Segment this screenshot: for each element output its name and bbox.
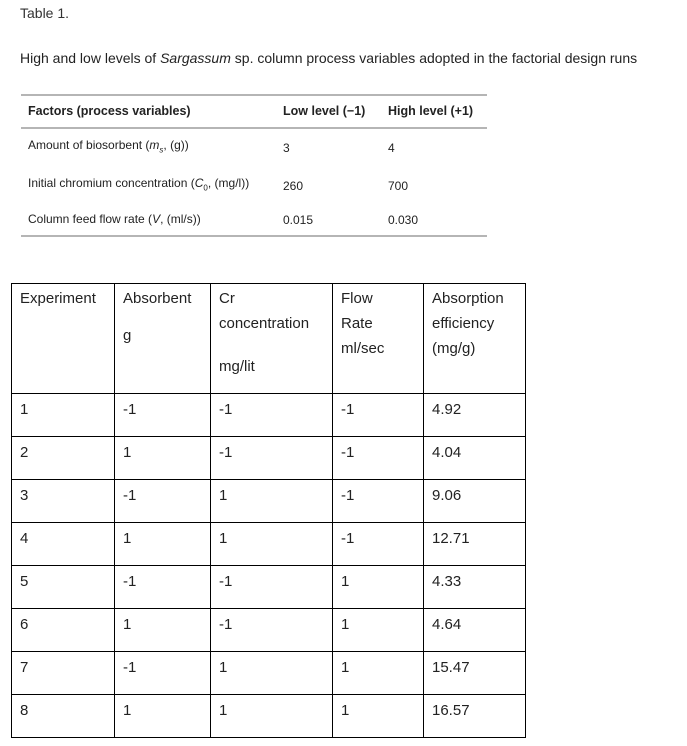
cr-concentration-cell: -1: [211, 566, 333, 609]
flow-rate-cell: -1: [333, 394, 424, 437]
experiment-cell: 6: [12, 609, 115, 652]
flow-rate-cell: -1: [333, 437, 424, 480]
absorbent-cell: -1: [115, 652, 211, 695]
header-flow-rate: Flow Rate ml/sec: [333, 284, 424, 394]
experiment-cell: 1: [12, 394, 115, 437]
absorbent-cell: -1: [115, 394, 211, 437]
efficiency-cell: 4.04: [424, 437, 526, 480]
cr-concentration-cell: -1: [211, 437, 333, 480]
experiment-cell: 4: [12, 523, 115, 566]
factor-low-value: 0.015: [283, 213, 314, 227]
table-row: [12, 609, 526, 652]
caption-genus: Sargassum: [160, 50, 231, 66]
caption-post: sp. column process variables adopted in the factorial design runs: [230, 50, 638, 66]
header-absorption-efficiency: Absorption efficiency (mg/g): [424, 284, 526, 394]
caption-pre: High and low levels of: [20, 50, 161, 66]
efficiency-cell: 15.47: [424, 652, 526, 695]
cr-concentration-cell: 1: [211, 523, 333, 566]
header-cr-concentration: Cr concentration mg/lit: [211, 284, 333, 394]
cr-concentration-cell: 1: [211, 652, 333, 695]
table-row: [12, 480, 526, 523]
flow-rate-cell: 1: [333, 695, 424, 738]
table1-top-rule: [21, 94, 487, 96]
experiment-cell: 7: [12, 652, 115, 695]
experiment-cell: 2: [12, 437, 115, 480]
flow-rate-cell: 1: [333, 566, 424, 609]
absorbent-cell: -1: [115, 566, 211, 609]
absorbent-cell: 1: [115, 523, 211, 566]
factor-high-value: 4: [388, 141, 395, 155]
absorbent-cell: -1: [115, 480, 211, 523]
table-row: [12, 523, 526, 566]
header-experiment: Experiment: [12, 284, 115, 394]
efficiency-cell: 12.71: [424, 523, 526, 566]
efficiency-cell: 16.57: [424, 695, 526, 738]
experiment-cell: 8: [12, 695, 115, 738]
flow-rate-cell: 1: [333, 609, 424, 652]
table-row: [12, 695, 526, 738]
experiment-results-table: [11, 283, 526, 738]
cr-concentration-cell: 1: [211, 480, 333, 523]
header-low-level: Low level (−1): [283, 104, 366, 118]
efficiency-cell: 9.06: [424, 480, 526, 523]
factor-label: Amount of biosorbent ($m_s$, (g)): [28, 138, 189, 155]
cr-concentration-cell: -1: [211, 394, 333, 437]
cr-concentration-cell: -1: [211, 609, 333, 652]
absorbent-cell: 1: [115, 437, 211, 480]
header-absorbent: Absorbent g: [115, 284, 211, 394]
table-row: [12, 652, 526, 695]
cr-concentration-cell: 1: [211, 695, 333, 738]
header-factors: Factors (process variables): [28, 104, 191, 118]
factor-low-value: 3: [283, 141, 290, 155]
table1-header-rule: [21, 127, 487, 129]
flow-rate-cell: -1: [333, 523, 424, 566]
absorbent-cell: 1: [115, 695, 211, 738]
factor-high-value: 0.030: [388, 213, 419, 227]
factor-label: Initial chromium concentration ($C_0$, (mg/l)): [28, 176, 250, 193]
experiment-cell: 5: [12, 566, 115, 609]
table1-bottom-rule: [21, 235, 487, 237]
flow-rate-cell: -1: [333, 480, 424, 523]
table1-caption: [20, 50, 637, 66]
factor-low-value: 260: [283, 179, 304, 193]
table-row: [12, 394, 526, 437]
results-header-row: [12, 284, 526, 394]
factor-label: Column feed flow rate (V, (ml/s)): [28, 212, 201, 226]
efficiency-cell: 4.64: [424, 609, 526, 652]
efficiency-cell: 4.92: [424, 394, 526, 437]
table1-label: Table 1.: [20, 5, 70, 21]
factor-levels-table: [21, 94, 487, 238]
factor-high-value: 700: [388, 179, 409, 193]
experiment-cell: 3: [12, 480, 115, 523]
table-row: [12, 566, 526, 609]
flow-rate-cell: 1: [333, 652, 424, 695]
efficiency-cell: 4.33: [424, 566, 526, 609]
absorbent-cell: 1: [115, 609, 211, 652]
table-row: [12, 437, 526, 480]
header-high-level: High level (+1): [388, 104, 474, 118]
